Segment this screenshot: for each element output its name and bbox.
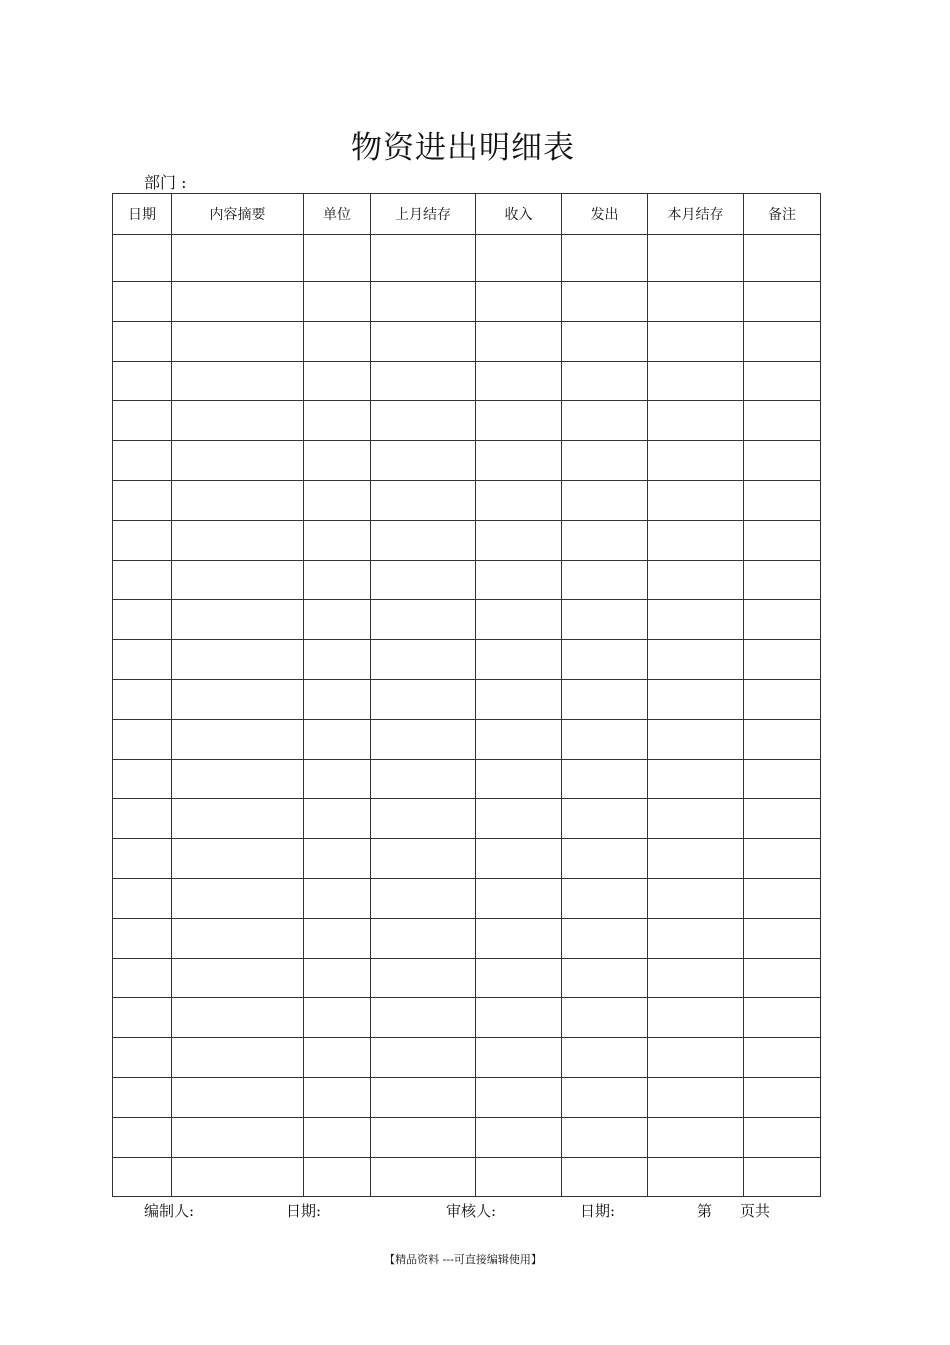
ledger-table [112, 193, 821, 1197]
table-cell[interactable] [371, 878, 476, 918]
table-cell[interactable] [113, 839, 172, 879]
table-cell[interactable] [172, 401, 304, 441]
table-cell[interactable] [304, 799, 371, 839]
table-cell[interactable] [371, 235, 476, 282]
table-cell[interactable] [172, 441, 304, 481]
table-cell[interactable] [648, 998, 744, 1038]
table-cell[interactable] [172, 560, 304, 600]
document-title: 物资进出明细表 [351, 130, 575, 166]
table-cell[interactable] [113, 520, 172, 560]
table-cell[interactable] [371, 401, 476, 441]
table-row [113, 1157, 821, 1197]
table-cell[interactable] [304, 640, 371, 680]
table-cell[interactable] [744, 235, 821, 282]
table-cell[interactable] [113, 878, 172, 918]
table-cell[interactable] [304, 998, 371, 1038]
table-cell[interactable] [304, 560, 371, 600]
table-row [113, 1117, 821, 1157]
table-body [113, 235, 821, 1197]
table-cell[interactable] [562, 1077, 648, 1117]
table-cell[interactable] [476, 321, 562, 361]
table-cell[interactable] [371, 799, 476, 839]
table-cell[interactable] [744, 401, 821, 441]
table-row [113, 321, 821, 361]
bottom-note: 【精品资料 ---可直接编辑使用】 [384, 1253, 542, 1266]
table-cell[interactable] [648, 839, 744, 879]
table-cell[interactable] [562, 998, 648, 1038]
table-cell[interactable] [476, 1077, 562, 1117]
table-cell[interactable] [113, 759, 172, 799]
table-cell[interactable] [172, 1077, 304, 1117]
table-row [113, 520, 821, 560]
header-income: 收入 [476, 194, 562, 235]
table-cell[interactable] [113, 1117, 172, 1157]
table-cell[interactable] [476, 759, 562, 799]
table-cell[interactable] [562, 282, 648, 322]
table-cell[interactable] [476, 600, 562, 640]
table-cell[interactable] [304, 520, 371, 560]
table-cell[interactable] [562, 839, 648, 879]
table-cell[interactable] [648, 480, 744, 520]
table-cell[interactable] [172, 480, 304, 520]
table-cell[interactable] [744, 520, 821, 560]
table-cell[interactable] [371, 441, 476, 481]
table-cell[interactable] [744, 321, 821, 361]
table-cell[interactable] [304, 321, 371, 361]
table-row [113, 560, 821, 600]
table-cell[interactable] [648, 799, 744, 839]
page-total-label: 页共 [740, 1202, 771, 1220]
table-cell[interactable] [113, 640, 172, 680]
table-cell[interactable] [371, 759, 476, 799]
table-cell[interactable] [648, 759, 744, 799]
table-cell[interactable] [304, 839, 371, 879]
table-cell[interactable] [648, 282, 744, 322]
table-cell[interactable] [172, 600, 304, 640]
table-cell[interactable] [562, 799, 648, 839]
table-cell[interactable] [744, 759, 821, 799]
table-cell[interactable] [371, 918, 476, 958]
table-cell[interactable] [304, 1077, 371, 1117]
reviewer-label: 审核人: [446, 1202, 497, 1220]
table-cell[interactable] [744, 839, 821, 879]
table-cell[interactable] [476, 1157, 562, 1197]
table-cell[interactable] [648, 918, 744, 958]
header-last-month-balance: 上月结存 [371, 194, 476, 235]
table-cell[interactable] [476, 918, 562, 958]
preparer-label: 编制人: [144, 1202, 195, 1220]
table-cell[interactable] [744, 679, 821, 719]
table-cell[interactable] [648, 321, 744, 361]
table-cell[interactable] [371, 1077, 476, 1117]
table-cell[interactable] [744, 361, 821, 401]
table-cell[interactable] [744, 998, 821, 1038]
table-cell[interactable] [113, 958, 172, 998]
table-row [113, 719, 821, 759]
table-cell[interactable] [172, 998, 304, 1038]
table-cell[interactable] [476, 282, 562, 322]
table-cell[interactable] [648, 1038, 744, 1078]
table-row [113, 799, 821, 839]
table-cell[interactable] [172, 679, 304, 719]
department-label: 部门 : [144, 173, 187, 192]
table-cell[interactable] [476, 560, 562, 600]
table-cell[interactable] [304, 878, 371, 918]
table-cell[interactable] [172, 235, 304, 282]
table-cell[interactable] [113, 480, 172, 520]
table-cell[interactable] [172, 839, 304, 879]
table-cell[interactable] [113, 998, 172, 1038]
table-cell[interactable] [562, 679, 648, 719]
table-cell[interactable] [371, 361, 476, 401]
table-cell[interactable] [113, 600, 172, 640]
date-label-1: 日期: [286, 1202, 322, 1220]
table-cell[interactable] [744, 1157, 821, 1197]
table-cell[interactable] [562, 560, 648, 600]
table-cell[interactable] [476, 640, 562, 680]
table-cell[interactable] [476, 401, 562, 441]
page-number-label: 第 [697, 1202, 713, 1220]
table-cell[interactable] [476, 1038, 562, 1078]
table-cell[interactable] [648, 361, 744, 401]
table-cell[interactable] [172, 918, 304, 958]
table-row [113, 839, 821, 879]
table-row [113, 958, 821, 998]
table-cell[interactable] [476, 679, 562, 719]
table-cell[interactable] [476, 839, 562, 879]
table-cell[interactable] [562, 235, 648, 282]
table-cell[interactable] [371, 1038, 476, 1078]
table-cell[interactable] [744, 958, 821, 998]
table-cell[interactable] [304, 1157, 371, 1197]
table-cell[interactable] [304, 679, 371, 719]
table-cell[interactable] [744, 282, 821, 322]
table-cell[interactable] [648, 1117, 744, 1157]
table-cell[interactable] [113, 321, 172, 361]
table-cell[interactable] [371, 321, 476, 361]
table-cell[interactable] [371, 719, 476, 759]
table-cell[interactable] [371, 640, 476, 680]
table-cell[interactable] [562, 480, 648, 520]
table-cell[interactable] [172, 799, 304, 839]
table-cell[interactable] [648, 1157, 744, 1197]
table-cell[interactable] [744, 719, 821, 759]
table-cell[interactable] [172, 640, 304, 680]
table-cell[interactable] [371, 560, 476, 600]
table-cell[interactable] [648, 719, 744, 759]
table-row [113, 878, 821, 918]
table-row [113, 918, 821, 958]
table-cell[interactable] [113, 441, 172, 481]
table-cell[interactable] [371, 282, 476, 322]
table-row [113, 1038, 821, 1078]
table-cell[interactable] [476, 441, 562, 481]
table-cell[interactable] [172, 719, 304, 759]
table-cell[interactable] [562, 321, 648, 361]
header-summary: 内容摘要 [172, 194, 304, 235]
table-cell[interactable] [172, 1117, 304, 1157]
table-row [113, 441, 821, 481]
table-cell[interactable] [304, 759, 371, 799]
table-cell[interactable] [371, 679, 476, 719]
table-cell[interactable] [371, 998, 476, 1038]
table-cell[interactable] [476, 998, 562, 1038]
table-cell[interactable] [476, 361, 562, 401]
table-cell[interactable] [476, 480, 562, 520]
table-cell[interactable] [304, 918, 371, 958]
table-cell[interactable] [113, 679, 172, 719]
table-cell[interactable] [648, 958, 744, 998]
table-cell[interactable] [648, 520, 744, 560]
table-cell[interactable] [562, 958, 648, 998]
table-cell[interactable] [648, 600, 744, 640]
table-cell[interactable] [562, 401, 648, 441]
table-cell[interactable] [744, 799, 821, 839]
table-cell[interactable] [648, 640, 744, 680]
table-cell[interactable] [371, 1117, 476, 1157]
table-row [113, 401, 821, 441]
table-cell[interactable] [744, 1038, 821, 1078]
table-cell[interactable] [304, 282, 371, 322]
table-cell[interactable] [562, 640, 648, 680]
table-cell[interactable] [562, 878, 648, 918]
table-cell[interactable] [172, 321, 304, 361]
table-cell[interactable] [648, 441, 744, 481]
table-cell[interactable] [476, 958, 562, 998]
table-cell[interactable] [371, 480, 476, 520]
table-cell[interactable] [476, 878, 562, 918]
table-cell[interactable] [304, 441, 371, 481]
table-cell[interactable] [371, 839, 476, 879]
table-cell[interactable] [648, 878, 744, 918]
table-cell[interactable] [113, 560, 172, 600]
table-cell[interactable] [744, 560, 821, 600]
table-cell[interactable] [304, 958, 371, 998]
table-cell[interactable] [172, 1038, 304, 1078]
table-cell[interactable] [562, 918, 648, 958]
header-unit: 单位 [304, 194, 371, 235]
table-row [113, 480, 821, 520]
table-cell[interactable] [744, 918, 821, 958]
table-cell[interactable] [648, 679, 744, 719]
table-cell[interactable] [562, 600, 648, 640]
table-cell[interactable] [371, 958, 476, 998]
table-cell[interactable] [476, 719, 562, 759]
table-row [113, 361, 821, 401]
table-row [113, 640, 821, 680]
date-label-2: 日期: [580, 1202, 616, 1220]
table-cell[interactable] [304, 1117, 371, 1157]
table-cell[interactable] [304, 600, 371, 640]
table-cell[interactable] [562, 759, 648, 799]
table-cell[interactable] [304, 1038, 371, 1078]
table-cell[interactable] [648, 560, 744, 600]
table-cell[interactable] [304, 401, 371, 441]
table-cell[interactable] [172, 958, 304, 998]
table-cell[interactable] [562, 1117, 648, 1157]
table-row [113, 600, 821, 640]
table-cell[interactable] [562, 441, 648, 481]
table-cell[interactable] [172, 759, 304, 799]
table-cell[interactable] [172, 520, 304, 560]
table-row [113, 759, 821, 799]
table-cell[interactable] [744, 441, 821, 481]
table-cell[interactable] [476, 235, 562, 282]
table-cell[interactable] [113, 361, 172, 401]
header-remarks: 备注 [744, 194, 821, 235]
table-cell[interactable] [648, 235, 744, 282]
table-row [113, 235, 821, 282]
table-cell[interactable] [304, 719, 371, 759]
table-cell[interactable] [113, 799, 172, 839]
table-cell[interactable] [744, 600, 821, 640]
table-cell[interactable] [562, 1157, 648, 1197]
table-row [113, 1077, 821, 1117]
table-cell[interactable] [371, 1157, 476, 1197]
table-cell[interactable] [371, 600, 476, 640]
header-this-month-balance: 本月结存 [648, 194, 744, 235]
table-cell[interactable] [304, 361, 371, 401]
table-cell[interactable] [744, 878, 821, 918]
table-cell[interactable] [113, 1157, 172, 1197]
table-cell[interactable] [172, 282, 304, 322]
table-cell[interactable] [562, 361, 648, 401]
table-cell[interactable] [113, 918, 172, 958]
table-cell[interactable] [371, 520, 476, 560]
table-cell[interactable] [304, 235, 371, 282]
table-cell[interactable] [172, 361, 304, 401]
table-cell[interactable] [648, 401, 744, 441]
table-cell[interactable] [744, 640, 821, 680]
table-cell[interactable] [113, 719, 172, 759]
table-cell[interactable] [744, 1117, 821, 1157]
table-cell[interactable] [172, 1157, 304, 1197]
table-cell[interactable] [476, 799, 562, 839]
table-row [113, 998, 821, 1038]
table-cell[interactable] [648, 1077, 744, 1117]
header-date: 日期 [113, 194, 172, 235]
table-cell[interactable] [562, 719, 648, 759]
table-cell[interactable] [562, 1038, 648, 1078]
table-cell[interactable] [304, 480, 371, 520]
table-cell[interactable] [113, 235, 172, 282]
table-row [113, 282, 821, 322]
table-cell[interactable] [744, 480, 821, 520]
table-cell[interactable] [113, 401, 172, 441]
table-cell[interactable] [562, 520, 648, 560]
table-cell[interactable] [113, 282, 172, 322]
table-cell[interactable] [744, 1077, 821, 1117]
table-cell[interactable] [476, 520, 562, 560]
table-cell[interactable] [113, 1038, 172, 1078]
table-cell[interactable] [172, 878, 304, 918]
table-cell[interactable] [476, 1117, 562, 1157]
table-row [113, 679, 821, 719]
table-header-row [113, 194, 821, 235]
header-outgoing: 发出 [562, 194, 648, 235]
table-cell[interactable] [113, 1077, 172, 1117]
